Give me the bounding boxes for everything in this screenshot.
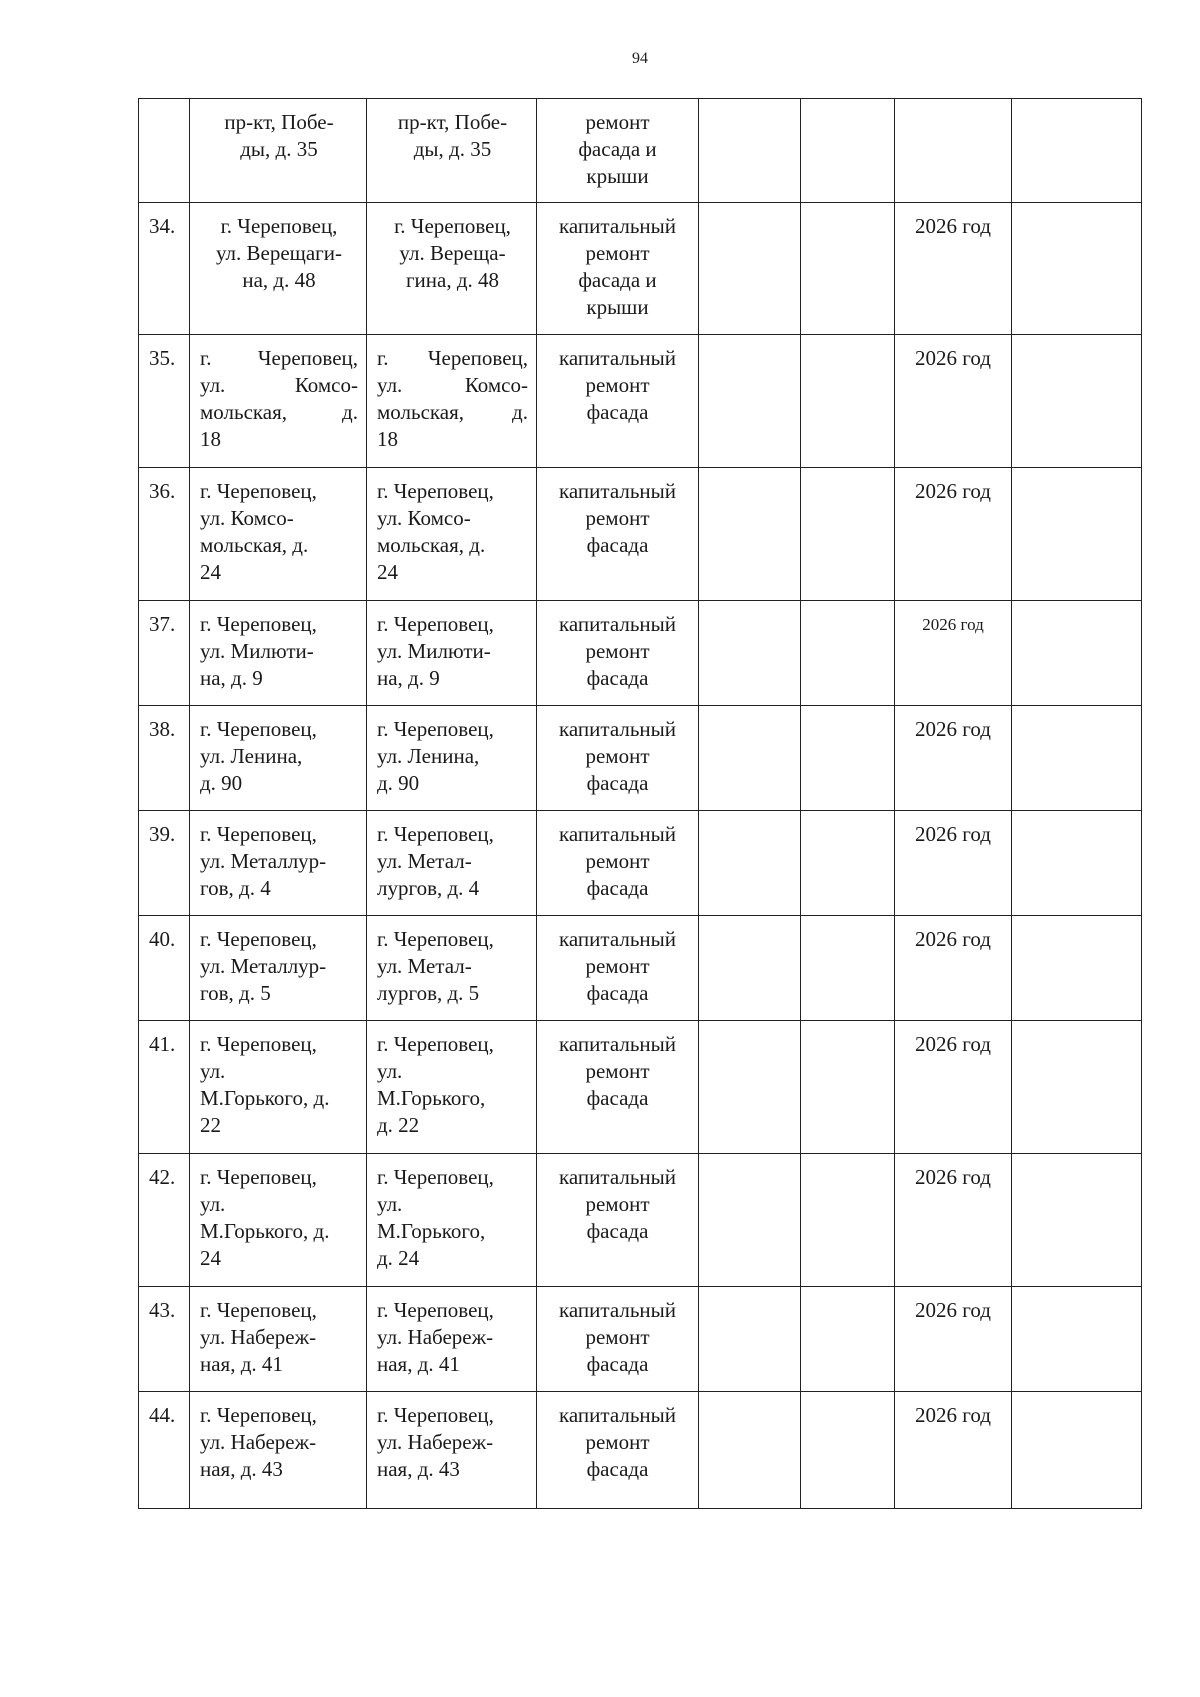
table-row	[139, 706, 1142, 811]
address-line: ул. Комсо-	[377, 373, 528, 397]
row-number-cell	[139, 601, 190, 706]
work-type-line: фасада	[586, 1219, 649, 1243]
address-line: мольская, д.	[377, 400, 528, 424]
empty-cell	[1012, 601, 1142, 706]
address-line: г. Череповец,	[377, 717, 494, 741]
year-value: 2026 год	[915, 1298, 991, 1322]
work-type-line: ремонт	[585, 639, 650, 663]
empty-cell	[801, 468, 895, 601]
empty-cell	[699, 1392, 801, 1509]
address-line: ул. Набереж-	[200, 1430, 317, 1454]
row-number-cell	[139, 1287, 190, 1392]
address-line: г. Череповец,	[377, 1403, 494, 1427]
address-line: лургов, д. 5	[377, 981, 480, 1005]
work-type-cell	[537, 706, 699, 811]
year-value: 2026 год	[922, 615, 984, 634]
address-line: ул. Верещаги-	[215, 241, 343, 265]
work-type-line: фасада и	[578, 268, 657, 292]
table-row	[139, 1021, 1142, 1154]
empty-cell	[699, 1154, 801, 1287]
empty-cell	[1012, 916, 1142, 1021]
work-type-cell	[537, 1021, 699, 1154]
empty-cell	[699, 203, 801, 335]
work-type-line: фасада	[586, 1352, 649, 1376]
table-row	[139, 99, 1142, 203]
empty-cell	[801, 916, 895, 1021]
work-type-cell	[537, 468, 699, 601]
building-address-cell	[367, 1392, 537, 1509]
work-type-line: капитальный	[559, 346, 676, 370]
work-type-line: ремонт	[585, 241, 650, 265]
table-row	[139, 916, 1142, 1021]
address-line: 24	[200, 560, 221, 584]
year-value: 2026 год	[915, 717, 991, 741]
address-line: ул. Набереж-	[377, 1430, 494, 1454]
empty-cell	[1012, 335, 1142, 468]
address-line: на, д. 48	[242, 268, 316, 292]
address-line: ул. Набереж-	[377, 1325, 494, 1349]
table-row	[139, 468, 1142, 601]
work-type-line: ремонт	[585, 954, 650, 978]
work-type-line: фасада	[586, 981, 649, 1005]
address-line: ная, д. 43	[200, 1457, 283, 1481]
row-number-cell	[139, 916, 190, 1021]
empty-cell	[699, 1287, 801, 1392]
work-type-cell	[537, 916, 699, 1021]
address-line: г. Череповец,	[200, 479, 317, 503]
row-number-cell	[139, 811, 190, 916]
object-address-cell	[190, 99, 367, 203]
row-number-cell	[139, 1154, 190, 1287]
row-number: 42.	[149, 1165, 176, 1189]
work-type-line: фасада и	[578, 137, 657, 161]
empty-cell	[801, 1392, 895, 1509]
work-type-line: ремонт	[585, 1430, 650, 1454]
address-line: на, д. 9	[200, 666, 263, 690]
work-type-line: фасада	[586, 771, 649, 795]
address-line: ул. Метал-	[377, 849, 472, 873]
work-type-line: фасада	[586, 1086, 649, 1110]
row-number: 43.	[149, 1298, 176, 1322]
address-line: г. Череповец,	[200, 1298, 317, 1322]
object-address-cell	[190, 468, 367, 601]
address-line: 22	[200, 1113, 221, 1137]
building-address-cell	[367, 706, 537, 811]
year-value: 2026 год	[915, 1165, 991, 1189]
object-address-cell	[190, 601, 367, 706]
empty-cell	[1012, 1021, 1142, 1154]
row-number-cell	[139, 99, 190, 203]
address-line: ная, д. 41	[377, 1352, 460, 1376]
address-line: ул.	[200, 1059, 226, 1083]
work-type-line: фасада	[586, 533, 649, 557]
address-line: г. Череповец,	[377, 479, 494, 503]
address-line: д. 90	[377, 771, 420, 795]
address-line: ул. Комсо-	[200, 506, 294, 530]
object-address-cell	[190, 811, 367, 916]
work-type-line: капитальный	[559, 1403, 676, 1427]
year-cell	[895, 811, 1012, 916]
object-address-cell	[190, 335, 367, 468]
address-line: ул. Метал-	[377, 954, 472, 978]
work-type-cell	[537, 203, 699, 335]
address-line: мольская, д.	[377, 533, 486, 557]
object-address-cell	[190, 916, 367, 1021]
work-type-line: капитальный	[559, 717, 676, 741]
address-line: ная, д. 43	[377, 1457, 460, 1481]
row-number-cell	[139, 335, 190, 468]
year-value: 2026 год	[915, 1403, 991, 1427]
year-cell	[895, 916, 1012, 1021]
address-line: 24	[377, 560, 398, 584]
table-row	[139, 1392, 1142, 1509]
work-type-cell	[537, 1392, 699, 1509]
address-line: гов, д. 5	[200, 981, 271, 1005]
object-address-cell	[190, 1392, 367, 1509]
row-number: 40.	[149, 927, 176, 951]
table-body	[139, 99, 1142, 1509]
row-number: 39.	[149, 822, 176, 846]
address-line: г. Череповец,	[200, 927, 317, 951]
work-type-line: фасада	[586, 876, 649, 900]
address-line: ул.	[377, 1059, 403, 1083]
address-line: г. Череповец,	[377, 927, 494, 951]
building-address-cell	[367, 916, 537, 1021]
building-address-cell	[367, 1154, 537, 1287]
year-cell	[895, 706, 1012, 811]
empty-cell	[699, 916, 801, 1021]
empty-cell	[699, 1021, 801, 1154]
object-address-cell	[190, 1154, 367, 1287]
object-address-cell	[190, 706, 367, 811]
address-line: г. Череповец,	[200, 1403, 317, 1427]
empty-cell	[1012, 1392, 1142, 1509]
work-type-cell	[537, 1287, 699, 1392]
building-address-cell	[367, 601, 537, 706]
building-address-cell	[367, 811, 537, 916]
address-line: ул. Металлур-	[200, 954, 327, 978]
work-type-line: капитальный	[559, 1165, 676, 1189]
row-number-cell	[139, 706, 190, 811]
empty-cell	[801, 706, 895, 811]
empty-cell	[1012, 1154, 1142, 1287]
empty-cell	[1012, 1287, 1142, 1392]
object-address-cell	[190, 203, 367, 335]
address-line: ул. Ленина,	[200, 744, 303, 768]
address-line: М.Горького, д.	[200, 1086, 330, 1110]
year-cell	[895, 1154, 1012, 1287]
empty-cell	[801, 335, 895, 468]
address-line: на, д. 9	[377, 666, 440, 690]
address-line: ул. Комсо-	[200, 373, 358, 397]
table-row	[139, 811, 1142, 916]
work-type-cell	[537, 335, 699, 468]
work-type-line: ремонт	[585, 506, 650, 530]
address-line: ул. Набереж-	[200, 1325, 317, 1349]
year-cell	[895, 335, 1012, 468]
year-cell	[895, 601, 1012, 706]
row-number: 41.	[149, 1032, 176, 1056]
empty-cell	[801, 203, 895, 335]
table-row	[139, 1154, 1142, 1287]
year-cell	[895, 1021, 1012, 1154]
address-line: г. Череповец,	[200, 346, 358, 370]
year-value: 2026 год	[915, 346, 991, 370]
empty-cell	[1012, 203, 1142, 335]
address-line: г. Череповец,	[377, 1165, 494, 1189]
work-type-line: капитальный	[559, 479, 676, 503]
empty-cell	[1012, 99, 1142, 203]
address-line: М.Горького, д.	[200, 1219, 330, 1243]
address-line: д. 90	[200, 771, 243, 795]
empty-cell	[801, 99, 895, 203]
address-line: ул. Милюти-	[200, 639, 314, 663]
address-line: г. Череповец,	[377, 1032, 494, 1056]
year-cell	[895, 1287, 1012, 1392]
row-number-cell	[139, 203, 190, 335]
address-line: гов, д. 4	[200, 876, 271, 900]
building-address-cell	[367, 1287, 537, 1392]
empty-cell	[1012, 811, 1142, 916]
address-line: ная, д. 41	[200, 1352, 283, 1376]
work-type-line: ремонт	[585, 744, 650, 768]
work-type-line: капитальный	[559, 1032, 676, 1056]
table-row	[139, 1287, 1142, 1392]
address-line: ул. Ленина,	[377, 744, 480, 768]
building-address-cell	[367, 335, 537, 468]
empty-cell	[801, 1154, 895, 1287]
row-number-cell	[139, 1021, 190, 1154]
work-type-cell	[537, 811, 699, 916]
address-line: мольская, д.	[200, 400, 358, 424]
empty-cell	[699, 468, 801, 601]
row-number-cell	[139, 1392, 190, 1509]
work-type-line: ремонт	[585, 373, 650, 397]
address-line: д. 22	[377, 1113, 420, 1137]
work-type-cell	[537, 99, 699, 203]
address-line: лургов, д. 4	[377, 876, 480, 900]
table-row	[139, 203, 1142, 335]
row-number: 38.	[149, 717, 176, 741]
year-value: 2026 год	[915, 479, 991, 503]
empty-cell	[699, 335, 801, 468]
address-line: г. Череповец,	[200, 717, 317, 741]
address-line: г. Череповец,	[377, 822, 494, 846]
address-line: г. Череповец,	[377, 612, 494, 636]
empty-cell	[801, 1021, 895, 1154]
row-number: 34.	[149, 214, 176, 238]
address-line: г. Череповец,	[220, 214, 338, 238]
empty-cell	[699, 99, 801, 203]
address-line: пр-кт, Побе-	[397, 110, 508, 134]
work-type-cell	[537, 1154, 699, 1287]
address-line: М.Горького,	[377, 1219, 486, 1243]
address-line: М.Горького,	[377, 1086, 486, 1110]
address-line: г. Череповец,	[377, 346, 528, 370]
work-type-line: капитальный	[559, 1298, 676, 1322]
address-line: ул.	[377, 1192, 403, 1216]
work-type-line: крыши	[586, 164, 649, 188]
table-row	[139, 335, 1142, 468]
work-type-line: ремонт	[585, 1059, 650, 1083]
empty-cell	[699, 811, 801, 916]
work-type-line: капитальный	[559, 927, 676, 951]
row-number: 37.	[149, 612, 176, 636]
address-line: г. Череповец,	[200, 1032, 317, 1056]
address-line: пр-кт, Побе-	[224, 110, 334, 134]
address-line: ды, д. 35	[413, 137, 492, 161]
works-table	[138, 98, 1142, 1509]
year-cell	[895, 99, 1012, 203]
row-number: 36.	[149, 479, 176, 503]
address-line: г. Череповец,	[200, 612, 317, 636]
year-cell	[895, 203, 1012, 335]
work-type-line: ремонт	[585, 110, 650, 134]
address-line: мольская, д.	[200, 533, 309, 557]
page-number: 94	[632, 50, 648, 67]
year-cell	[895, 1392, 1012, 1509]
address-line: ул. Металлур-	[200, 849, 327, 873]
year-cell	[895, 468, 1012, 601]
address-line: 18	[377, 427, 398, 451]
building-address-cell	[367, 99, 537, 203]
address-line: гина, д. 48	[405, 268, 500, 292]
address-line: г. Череповец,	[200, 1165, 317, 1189]
address-line: г. Череповец,	[394, 214, 511, 238]
work-type-line: капитальный	[559, 612, 676, 636]
building-address-cell	[367, 203, 537, 335]
work-type-line: ремонт	[585, 1192, 650, 1216]
empty-cell	[1012, 468, 1142, 601]
object-address-cell	[190, 1287, 367, 1392]
work-type-line: ремонт	[585, 1325, 650, 1349]
work-type-line: крыши	[586, 295, 649, 319]
year-value: 2026 год	[915, 822, 991, 846]
empty-cell	[801, 601, 895, 706]
year-value: 2026 год	[915, 214, 991, 238]
work-type-line: капитальный	[559, 822, 676, 846]
object-address-cell	[190, 1021, 367, 1154]
empty-cell	[699, 706, 801, 811]
empty-cell	[699, 601, 801, 706]
address-line: ул.	[200, 1192, 226, 1216]
address-line: ул. Комсо-	[377, 506, 471, 530]
row-number-cell	[139, 468, 190, 601]
address-line: ул. Вереща-	[399, 241, 506, 265]
address-line: 18	[200, 427, 221, 451]
address-line: г. Череповец,	[200, 822, 317, 846]
year-value: 2026 год	[915, 1032, 991, 1056]
empty-cell	[801, 1287, 895, 1392]
work-type-line: капитальный	[559, 214, 676, 238]
address-line: ул. Милюти-	[377, 639, 491, 663]
address-line: г. Череповец,	[377, 1298, 494, 1322]
address-line: 24	[200, 1246, 221, 1270]
work-type-line: фасада	[586, 1457, 649, 1481]
empty-cell	[801, 811, 895, 916]
work-type-cell	[537, 601, 699, 706]
address-line: ды, д. 35	[240, 137, 318, 161]
building-address-cell	[367, 468, 537, 601]
row-number: 44.	[149, 1403, 176, 1427]
work-type-line: фасада	[586, 400, 649, 424]
empty-cell	[1012, 706, 1142, 811]
row-number: 35.	[149, 346, 176, 370]
address-line: д. 24	[377, 1246, 420, 1270]
work-type-line: ремонт	[585, 849, 650, 873]
work-type-line: фасада	[586, 666, 649, 690]
year-value: 2026 год	[915, 927, 991, 951]
table-row	[139, 601, 1142, 706]
building-address-cell	[367, 1021, 537, 1154]
